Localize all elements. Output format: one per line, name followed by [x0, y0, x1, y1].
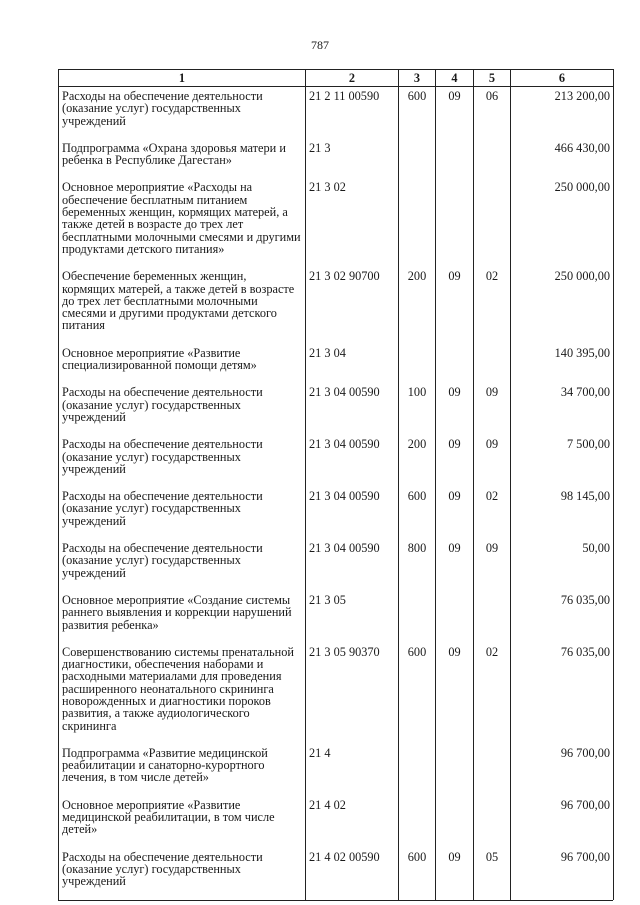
row-amount: 96 700,00	[511, 796, 614, 848]
row-amount: 213 200,00	[511, 87, 614, 139]
row-expense-type: 600	[399, 487, 436, 539]
row-subsection	[474, 744, 511, 796]
row-section: 09	[436, 435, 474, 487]
row-name: Подпрограмма «Развитие медицинской реабилитации и санаторно-курортного лечения, в том числе детей»	[59, 744, 306, 796]
row-expense-type	[399, 178, 436, 267]
row-subsection	[474, 796, 511, 848]
row-code: 21 3 04 00590	[306, 539, 399, 591]
row-expense-type	[399, 344, 436, 384]
column-header-code: 2	[306, 70, 399, 87]
row-expense-type	[399, 139, 436, 179]
row-subsection: 02	[474, 487, 511, 539]
row-code: 21 4 02	[306, 796, 399, 848]
row-subsection: 02	[474, 643, 511, 744]
row-name: Обеспечение беременных женщин, кормящих матерей, а также детей в возрасте до трех лет бесплатными молочными смесями и другими продуктами детского питания	[59, 267, 306, 343]
table-row	[59, 848, 614, 900]
row-name: Расходы на обеспечение деятельности (оказание услуг) государственных учреждений	[59, 87, 306, 139]
row-subsection: 05	[474, 848, 511, 900]
row-expense-type	[399, 591, 436, 643]
row-section: 09	[436, 487, 474, 539]
row-section	[436, 744, 474, 796]
row-subsection	[474, 591, 511, 643]
row-name: Основное мероприятие «Расходы на обеспечение бесплатным питанием беременных женщин, кормящих матерей, а также детей в возрасте до трех лет бесплатными молочными смесями и другими продуктами детского питания»	[59, 178, 306, 267]
table-row	[59, 267, 614, 343]
table-row	[59, 87, 614, 139]
row-expense-type: 800	[399, 539, 436, 591]
row-subsection	[474, 178, 511, 267]
row-amount: 96 700,00	[511, 744, 614, 796]
table-row	[59, 796, 614, 848]
row-name: Расходы на обеспечение деятельности (оказание услуг) государственных учреждений	[59, 383, 306, 435]
row-subsection	[474, 139, 511, 179]
table-row	[59, 383, 614, 435]
row-expense-type: 200	[399, 267, 436, 343]
row-amount: 7 500,00	[511, 435, 614, 487]
row-section: 09	[436, 643, 474, 744]
table-bottom-border	[58, 900, 613, 901]
row-code: 21 4 02 00590	[306, 848, 399, 900]
row-section: 09	[436, 383, 474, 435]
row-subsection: 02	[474, 267, 511, 343]
column-header-name: 1	[59, 70, 306, 87]
row-code: 21 3	[306, 139, 399, 179]
row-code: 21 4	[306, 744, 399, 796]
table-row	[59, 139, 614, 179]
table-row	[59, 591, 614, 643]
row-code: 21 3 05 90370	[306, 643, 399, 744]
page-number: 787	[311, 38, 329, 52]
row-section	[436, 178, 474, 267]
row-amount: 76 035,00	[511, 643, 614, 744]
row-section: 09	[436, 87, 474, 139]
row-code: 21 3 04	[306, 344, 399, 384]
row-subsection: 09	[474, 539, 511, 591]
row-amount: 250 000,00	[511, 178, 614, 267]
row-subsection: 09	[474, 435, 511, 487]
row-expense-type: 200	[399, 435, 436, 487]
row-name: Расходы на обеспечение деятельности (оказание услуг) государственных учреждений	[59, 848, 306, 900]
row-expense-type	[399, 796, 436, 848]
row-expense-type: 600	[399, 87, 436, 139]
row-section: 09	[436, 539, 474, 591]
table-row	[59, 539, 614, 591]
row-amount: 98 145,00	[511, 487, 614, 539]
row-name: Расходы на обеспечение деятельности (оказание услуг) государственных учреждений	[59, 539, 306, 591]
row-amount: 76 035,00	[511, 591, 614, 643]
row-expense-type	[399, 744, 436, 796]
row-expense-type: 600	[399, 848, 436, 900]
row-amount: 250 000,00	[511, 267, 614, 343]
row-amount: 466 430,00	[511, 139, 614, 179]
row-section: 09	[436, 267, 474, 343]
row-code: 21 3 04 00590	[306, 383, 399, 435]
row-code: 21 3 04 00590	[306, 435, 399, 487]
row-name: Расходы на обеспечение деятельности (оказание услуг) государственных учреждений	[59, 487, 306, 539]
column-header-subsection: 5	[474, 70, 511, 87]
row-expense-type: 600	[399, 643, 436, 744]
column-header-expense-type: 3	[399, 70, 436, 87]
row-section	[436, 344, 474, 384]
row-section	[436, 139, 474, 179]
row-name: Основное мероприятие «Создание системы раннего выявления и коррекции нарушений развития ребенка»	[59, 591, 306, 643]
row-code: 21 3 02	[306, 178, 399, 267]
row-amount: 50,00	[511, 539, 614, 591]
column-header-amount: 6	[511, 70, 614, 87]
table-row	[59, 487, 614, 539]
row-subsection: 09	[474, 383, 511, 435]
table-row	[59, 344, 614, 384]
row-expense-type: 100	[399, 383, 436, 435]
row-amount: 140 395,00	[511, 344, 614, 384]
column-header-section: 4	[436, 70, 474, 87]
row-amount: 34 700,00	[511, 383, 614, 435]
row-name: Основное мероприятие «Развитие специализированной помощи детям»	[59, 344, 306, 384]
row-code: 21 3 02 90700	[306, 267, 399, 343]
row-subsection	[474, 344, 511, 384]
row-name: Основное мероприятие «Развитие медицинской реабилитации, в том числе детей»	[59, 796, 306, 848]
row-name: Расходы на обеспечение деятельности (оказание услуг) государственных учреждений	[59, 435, 306, 487]
table-header-row	[59, 70, 614, 87]
row-name: Совершенствованию системы пренатальной диагностики, обеспечения наборами и расходными материалами для проведения расширенного неонатального скрининга новорожденных и диагностики пороков развития, а также аудиологического скрининга	[59, 643, 306, 744]
row-code: 21 3 04 00590	[306, 487, 399, 539]
table-row	[59, 178, 614, 267]
row-code: 21 2 11 00590	[306, 87, 399, 139]
table-row	[59, 744, 614, 796]
row-amount: 96 700,00	[511, 848, 614, 900]
row-name: Подпрограмма «Охрана здоровья матери и ребенка в Республике Дагестан»	[59, 139, 306, 179]
row-section	[436, 591, 474, 643]
table-row	[59, 643, 614, 744]
table-row	[59, 435, 614, 487]
budget-table	[58, 69, 614, 900]
row-section	[436, 796, 474, 848]
row-subsection: 06	[474, 87, 511, 139]
row-code: 21 3 05	[306, 591, 399, 643]
row-section: 09	[436, 848, 474, 900]
